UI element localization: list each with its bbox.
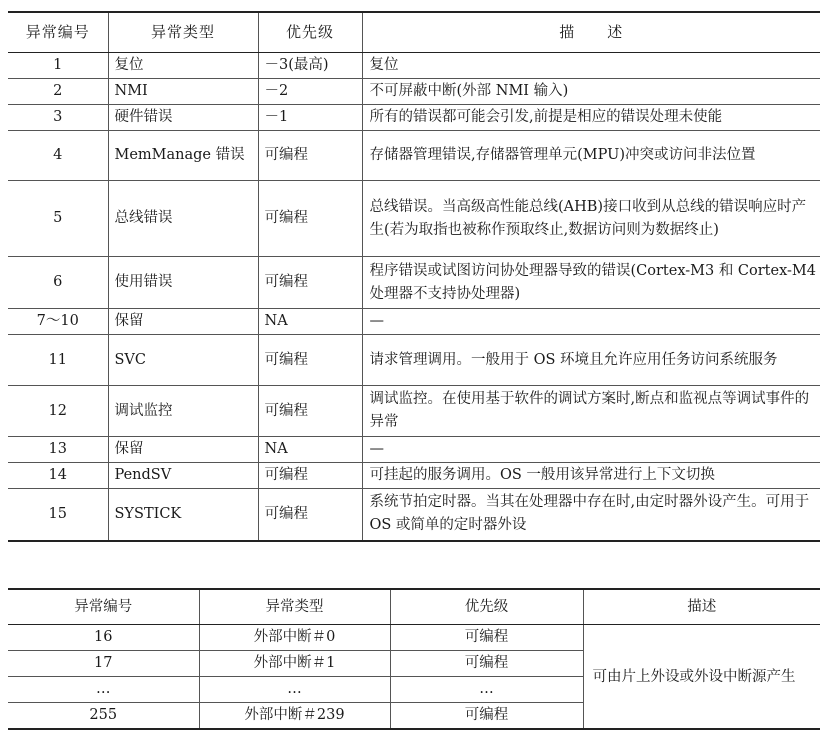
table-row: [8, 437, 820, 463]
cell-priority: 可编程: [258, 335, 362, 386]
table-row: [8, 181, 820, 257]
table-row: [8, 386, 820, 437]
table-row: [8, 79, 820, 105]
cell-type: 总线错误: [108, 181, 258, 257]
cell-type: PendSV: [108, 463, 258, 489]
cell-type: NMI: [108, 79, 258, 105]
cell-num: 7～10: [8, 309, 108, 335]
cell-type: 外部中断＃1: [199, 651, 390, 677]
cell-type: 保留: [108, 437, 258, 463]
cell-priority: …: [390, 677, 583, 703]
cell-num: 255: [8, 703, 199, 730]
cell-desc: 总线错误。当高级高性能总线(AHB)接口收到从总线的错误响应时产生(若为取指也被称作预取终止,数据访问则为数据终止): [362, 181, 820, 257]
cell-priority: －3(最高): [258, 53, 362, 79]
cell-desc: —: [362, 437, 820, 463]
cell-priority: 可编程: [258, 131, 362, 181]
cell-desc: 请求管理调用。一般用于 OS 环境且允许应用任务访问系统服务: [362, 335, 820, 386]
cell-desc: 所有的错误都可能会引发,前提是相应的错误处理未使能: [362, 105, 820, 131]
cell-desc: —: [362, 309, 820, 335]
cell-priority: NA: [258, 309, 362, 335]
cell-num: 3: [8, 105, 108, 131]
exception-table-external: [8, 588, 820, 730]
cell-num: 15: [8, 489, 108, 541]
table-row: [8, 257, 820, 309]
table-row: [8, 309, 820, 335]
cell-type: 外部中断＃0: [199, 625, 390, 651]
header-priority: 优先级: [258, 12, 362, 53]
cell-num: 12: [8, 386, 108, 437]
header-row: [8, 12, 820, 53]
cell-num: 2: [8, 79, 108, 105]
cell-desc: 复位: [362, 53, 820, 79]
header-type: 异常类型: [108, 12, 258, 53]
table-row: [8, 463, 820, 489]
cell-num: …: [8, 677, 199, 703]
cell-type: 调试监控: [108, 386, 258, 437]
cell-priority: 可编程: [258, 463, 362, 489]
cell-num: 17: [8, 651, 199, 677]
cell-priority: 可编程: [390, 651, 583, 677]
header-row: [8, 589, 820, 625]
cell-num: 4: [8, 131, 108, 181]
cell-num: 11: [8, 335, 108, 386]
cell-priority: 可编程: [390, 703, 583, 730]
table-row: [8, 105, 820, 131]
cell-num: 5: [8, 181, 108, 257]
header-desc: 描述: [583, 589, 820, 625]
cell-desc: 系统节拍定时器。当其在处理器中存在时,由定时器外设产生。可用于 OS 或简单的定时器外设: [362, 489, 820, 541]
cell-type: 使用错误: [108, 257, 258, 309]
cell-type: …: [199, 677, 390, 703]
table-row: [8, 335, 820, 386]
cell-type: 复位: [108, 53, 258, 79]
cell-desc: 可挂起的服务调用。OS 一般用该异常进行上下文切换: [362, 463, 820, 489]
cell-desc: 存储器管理错误,存储器管理单元(MPU)冲突或访问非法位置: [362, 131, 820, 181]
cell-priority: 可编程: [258, 181, 362, 257]
cell-type: 硬件错误: [108, 105, 258, 131]
cell-priority: NA: [258, 437, 362, 463]
cell-desc: 调试监控。在使用基于软件的调试方案时,断点和监视点等调试事件的异常: [362, 386, 820, 437]
cell-num: 16: [8, 625, 199, 651]
header-desc: 描 述: [362, 12, 820, 53]
cell-type: 保留: [108, 309, 258, 335]
cell-priority: 可编程: [258, 489, 362, 541]
cell-priority: －1: [258, 105, 362, 131]
cell-type: MemManage 错误: [108, 131, 258, 181]
cell-desc: 程序错误或试图访问协处理器导致的错误(Cortex-M3 和 Cortex-M4 处理器不支持协处理器): [362, 257, 820, 309]
cell-type: SYSTICK: [108, 489, 258, 541]
cell-type: 外部中断＃239: [199, 703, 390, 730]
cell-desc-merged: 可由片上外设或外设中断源产生: [583, 625, 820, 730]
header-type: 异常类型: [199, 589, 390, 625]
table-row: [8, 625, 820, 651]
cell-num: 14: [8, 463, 108, 489]
cell-type: SVC: [108, 335, 258, 386]
cell-num: 13: [8, 437, 108, 463]
cell-desc: 不可屏蔽中断(外部 NMI 输入): [362, 79, 820, 105]
table-row: [8, 489, 820, 541]
header-num: 异常编号: [8, 589, 199, 625]
cell-priority: －2: [258, 79, 362, 105]
cell-priority: 可编程: [258, 386, 362, 437]
cell-priority: 可编程: [390, 625, 583, 651]
exception-table-core: [8, 11, 820, 542]
cell-num: 1: [8, 53, 108, 79]
cell-num: 6: [8, 257, 108, 309]
header-num: 异常编号: [8, 12, 108, 53]
table-row: [8, 53, 820, 79]
table-row: [8, 131, 820, 181]
header-priority: 优先级: [390, 589, 583, 625]
cell-priority: 可编程: [258, 257, 362, 309]
